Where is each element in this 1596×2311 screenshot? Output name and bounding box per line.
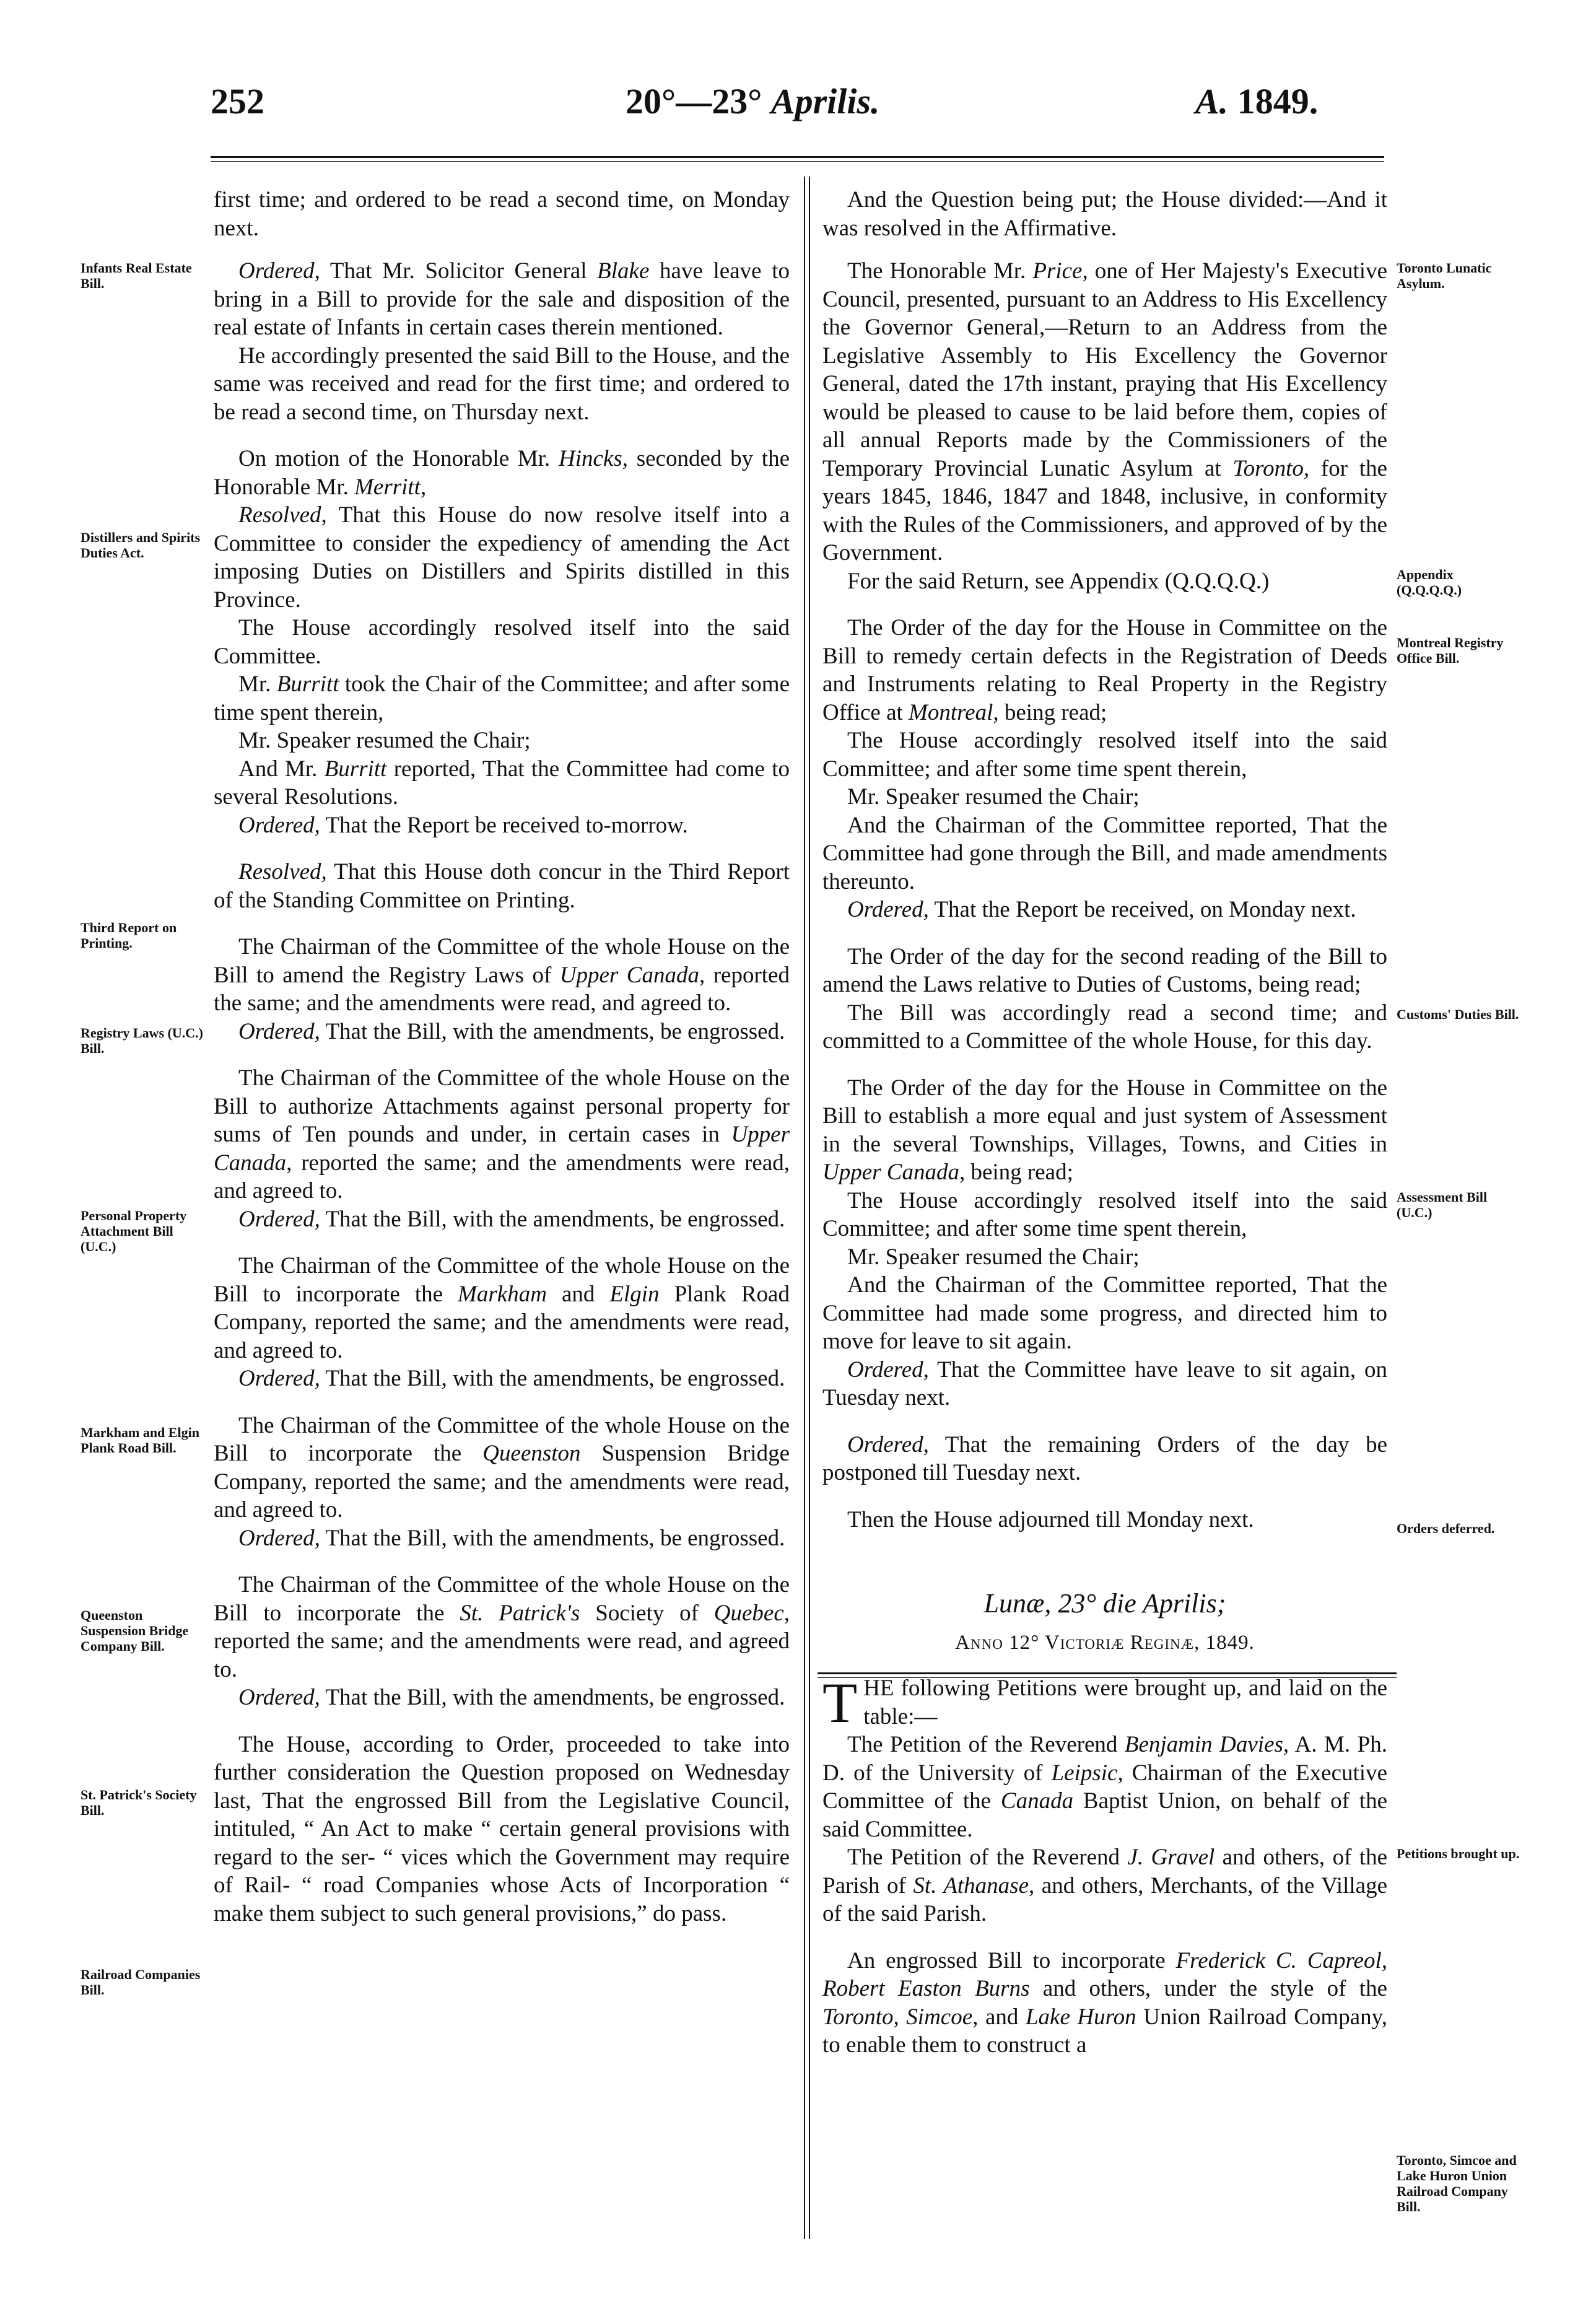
asylum-entry: The Honorable Mr. Price, one of Her Majesty's Executive Council, presented, pursuant to an Address to His Excellency the Governor General,—Return to an Address from the Legislative Assembly to His Excellency the Governor General, dated the 17th instant, praying that His Excellency would be pleased to cause to be laid before them, copies of all annual Reports made by the Commissioners of the Temporary Provincial Lunatic Asylum at Toronto, for the years 1845, 1846, 1847 and 1848, inclusive, in conformity with the Rules of the Commissioners, and approved of by the Government. For the said Return, see Appendix (Q.Q.Q.Q.)	[822, 258, 1387, 594]
column-divider	[804, 177, 810, 2239]
deferred-entry: Ordered, That the remaining Orders of the day be postponed till Tuesday next.	[822, 1431, 1387, 1485]
third-report-entry: Resolved, That this House doth concur in the Third Report of the Standing Committee on Printing.	[214, 859, 790, 913]
margin-note-petitions: Petitions brought up.	[1397, 1846, 1520, 1861]
railroad-entry: The House, according to Order, proceeded to take into further consideration the Question proposed on Wednesday last, That the engrossed Bill from the Legislative Council, intituled, “ An Act to make “ certain general provisions with regard to the ser- “ vices which the Government may require of Rail- “ road Companies whose Acts of Incorporation “ make them subject to such general provisions,” do pass.	[214, 1731, 790, 1926]
header-date: 20°—23° Aprilis.	[626, 81, 880, 121]
st-patricks-entry: The Chairman of the Committee of the whole House on the Bill to incorporate the St. Patrick's Society of Quebec, reported the same; and the amendments were read, and agreed to. Ordered, That the Bill, with the amendments, be engrossed.	[214, 1572, 790, 1710]
day-separator-rule-thin	[818, 1677, 1397, 1678]
distillers-entry: On motion of the Honorable Mr. Hincks, seconded by the Honorable Mr. Merritt, Resolved, That this House do now resolve itself into a Committee to consider the expediency of amending the Act imposing Duties on Distillers and Spirits distilled in this Province. The House accordingly resolved itself into the said Committee. Mr. Burritt took the Chair of the Committee; and after some time spent therein, Mr. Speaker resumed the Chair; And Mr. Burritt reported, That the Committee had come to several Resolutions. Ordered, That the Report be received to-morrow.	[214, 446, 790, 838]
margin-note-assessment: Assessment Bill (U.C.)	[1397, 1189, 1488, 1220]
montreal-entry: The Order of the day for the House in Committee on the Bill to remedy certain defects in the Registration of Deeds and Instruments relating to Real Property in the Registry Office at Montreal, being read; The House accordingly resolved itself into the said Committee; and after some time spent therein, Mr. Speaker resumed the Chair; And the Chairman of the Committee reported, That the Committee had gone through the Bill, and made amendments thereunto. Ordered, That the Report be received, on Monday next.	[822, 615, 1387, 922]
paragraph: And the Question being put; the House divided:—And it was resolved in the Affirmative.	[822, 187, 1387, 241]
infants-entry: Ordered, That Mr. Solicitor General Blake have leave to bring in a Bill to provide for the sale and disposition of the real estate of Infants in certain cases therein mentioned. He accordingly presented the said Bill to the House, and the same was received and read for the first time; and ordered to be read a second time, on Thursday next.	[214, 258, 790, 425]
assessment-entry: The Order of the day for the House in Committee on the Bill to establish a more equal and just system of Assessment in the several Townships, Villages, Towns, and Cities in Upper Canada, being read; The House accordingly resolved itself into the said Committee; and after some time spent therein, Mr. Speaker resumed the Chair; And the Chairman of the Committee reported, That the Committee had made some progress, and directed him to move for leave to sit again. Ordered, That the Committee have leave to sit again, on Tuesday next.	[822, 1075, 1387, 1410]
page-header	[0, 81, 1596, 136]
petitions-entry: THE following Petitions were brought up, and laid on the table:— The Petition of the Reverend Benjamin Davies, A. M. Ph. D. of the University of Leipsic, Chairman of the Executive Committee of the Canada Baptist Union, on behalf of the said Committee. The Petition of the Reverend J. Gravel and others, of the Parish of St. Athanase, and others, Merchants, of the Village of the said Parish.	[822, 1671, 1388, 1926]
margin-note-appendix: Appendix (Q.Q.Q.Q.)	[1397, 567, 1462, 598]
drop-cap: T	[822, 1671, 858, 1734]
margin-note-third-report: Third Report on Printing.	[81, 920, 177, 951]
day-separator-rule	[818, 1672, 1397, 1674]
margin-note-markham: Markham and Elgin Plank Road Bill.	[81, 1425, 199, 1456]
margin-note-infants: Infants Real Estate Bill.	[81, 260, 192, 291]
registry-entry: The Chairman of the Committee of the whole House on the Bill to amend the Registry Laws of Upper Canada, reported the same; and the amendments were read, and agreed to. Ordered, That the Bill, with the amendments, be engrossed.	[214, 934, 790, 1044]
margin-note-customs: Customs' Duties Bill.	[1397, 1007, 1519, 1022]
margin-note-st-patricks: St. Patrick's Society Bill.	[81, 1787, 197, 1818]
markham-entry: The Chairman of the Committee of the whole House on the Bill to incorporate the Markham and Elgin Plank Road Company, reported the same; and the amendments were read, and agreed to. Ordered, That the Bill, with the amendments, be engrossed.	[214, 1253, 790, 1391]
margin-note-asylum: Toronto Lunatic Asylum.	[1397, 260, 1492, 291]
customs-entry: The Order of the day for the second reading of the Bill to amend the Laws relative to Duties of Customs, being read; The Bill was accordingly read a second time; and committed to a Committee of the whole House, for this day.	[822, 943, 1387, 1054]
margin-note-distillers: Distillers and Spirits Duties Act.	[81, 530, 201, 561]
toronto-rr-entry: An engrossed Bill to incorporate Frederick C. Capreol, Robert Easton Burns and others, under the style of the Toronto, Simcoe, and Lake Huron Union Railroad Company, to enable them to construct a	[822, 1947, 1387, 2058]
margin-note-personal: Personal Property Attachment Bill (U.C.)	[81, 1208, 187, 1254]
regnal-year: Anno 12° Victoriæ Reginæ, 1849.	[955, 1631, 1255, 1654]
queenston-entry: The Chairman of the Committee of the whole House on the Bill to incorporate the Queenston Suspension Bridge Company, reported the same; and the amendments were read, and agreed to. Ordered, That the Bill, with the amendments, be engrossed.	[214, 1412, 790, 1551]
header-rule-thin	[211, 161, 1384, 162]
adjourn-entry: Then the House adjourned till Monday next.	[847, 1506, 1254, 1532]
page-number: 252	[211, 81, 264, 121]
right-column	[822, 186, 1387, 2078]
header-rule	[211, 156, 1384, 158]
day-heading: Lunæ, 23° die Aprilis;	[983, 1588, 1226, 1619]
margin-note-registry: Registry Laws (U.C.) Bill.	[81, 1025, 203, 1056]
margin-note-queenston: Queenston Suspension Bridge Company Bill.	[81, 1607, 189, 1654]
margin-note-deferred: Orders deferred.	[1397, 1521, 1495, 1536]
personal-entry: The Chairman of the Committee of the whole House on the Bill to authorize Attachments against personal property for sums of Ten pounds and under, in certain cases in Upper Canada, reported the same; and the amendments were read, and agreed to. Ordered, That the Bill, with the amendments, be engrossed.	[214, 1065, 790, 1232]
margin-note-railroad: Railroad Companies Bill.	[81, 1967, 201, 1998]
margin-note-montreal: Montreal Registry Office Bill.	[1397, 635, 1504, 666]
paragraph: first time; and ordered to be read a second time, on Monday next.	[214, 187, 790, 241]
margin-note-toronto-rr: Toronto, Simcoe and Lake Huron Union Railroad Company Bill.	[1397, 2152, 1517, 2214]
left-column	[214, 186, 790, 1946]
header-year: A. 1849.	[1195, 81, 1319, 121]
